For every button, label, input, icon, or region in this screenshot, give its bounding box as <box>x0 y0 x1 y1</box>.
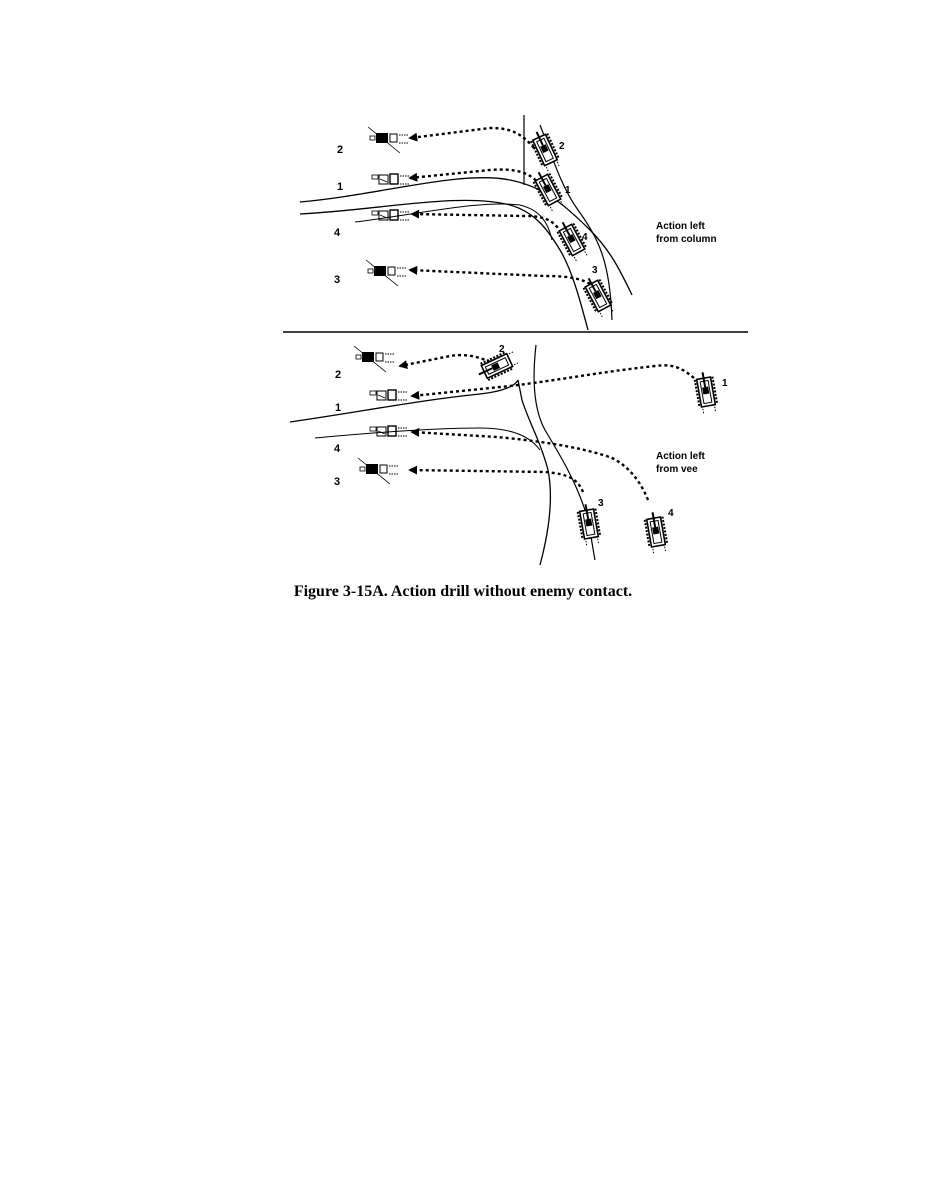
arrow-icon <box>410 470 583 492</box>
vehicle-label: 4 <box>668 508 674 519</box>
arrow-icon <box>410 128 534 148</box>
position-label: 3 <box>334 476 341 488</box>
vehicle-label: 3 <box>598 498 604 509</box>
vehicle-label: 2 <box>499 344 505 355</box>
vehicle-label: 4 <box>582 232 588 243</box>
tank-icon <box>577 503 602 547</box>
vehicle-label: 1 <box>565 185 571 196</box>
position-label: 3 <box>334 274 341 286</box>
position-label: 1 <box>335 402 342 414</box>
panel-annotation: from column <box>656 234 717 245</box>
arrow-icon <box>410 270 590 284</box>
battle-position-icon <box>366 260 406 286</box>
battle-position-icon <box>372 174 410 184</box>
position-label: 2 <box>337 144 344 156</box>
tank-icon <box>475 349 521 383</box>
position-label: 1 <box>337 181 344 193</box>
vehicle-label: 1 <box>722 378 728 389</box>
battle-position-icon <box>354 346 394 372</box>
panel-annotation: Action left <box>656 221 705 232</box>
position-label: 4 <box>334 443 341 455</box>
arrow-icon <box>412 365 694 396</box>
position-label: 4 <box>334 227 341 239</box>
panel-column <box>300 115 717 330</box>
arrow-icon <box>412 432 648 500</box>
road-line <box>300 200 588 330</box>
tank-icon <box>644 511 669 555</box>
road-line <box>290 380 518 422</box>
panel-annotation: Action left <box>656 451 705 462</box>
arrow-icon <box>400 355 490 366</box>
battle-position-icon <box>358 458 398 484</box>
figure-caption: Figure 3-15A. Action drill without enemy contact. <box>293 583 633 600</box>
arrow-icon <box>412 214 564 238</box>
panel-annotation: from vee <box>656 464 698 475</box>
vehicle-label: 3 <box>592 265 598 276</box>
battle-position-icon <box>368 127 408 153</box>
panel-vee <box>290 344 728 565</box>
battle-position-icon <box>370 390 408 400</box>
position-label: 2 <box>335 369 342 381</box>
tank-icon <box>531 168 567 214</box>
tank-icon <box>528 128 562 174</box>
tank-icon <box>694 371 719 415</box>
vehicle-label: 2 <box>559 141 565 152</box>
